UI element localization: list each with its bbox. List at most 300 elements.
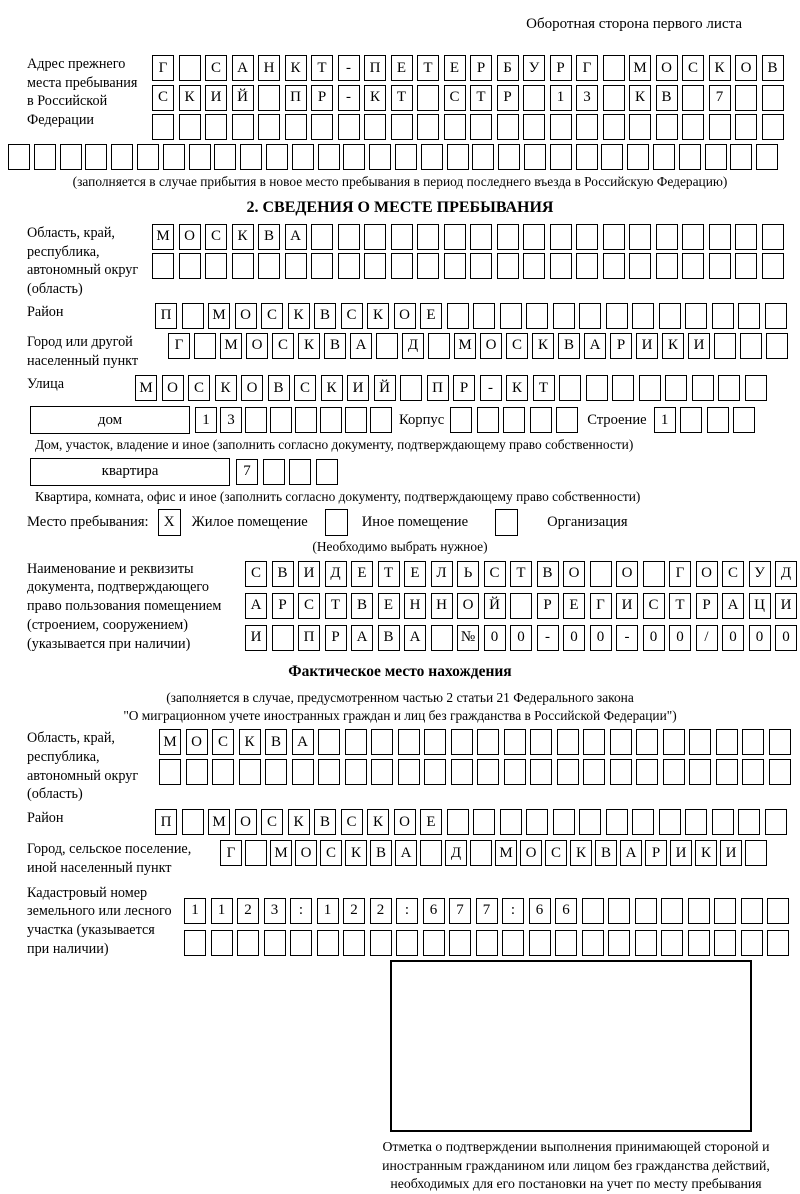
char-cell[interactable]: [270, 407, 292, 433]
char-cell[interactable]: [762, 253, 784, 279]
char-cell[interactable]: А: [351, 625, 373, 651]
char-cell[interactable]: Б: [497, 55, 519, 81]
char-cell[interactable]: 0: [775, 625, 797, 651]
char-cell[interactable]: В: [370, 840, 392, 866]
char-cell[interactable]: [472, 144, 494, 170]
char-cell[interactable]: Ц: [749, 593, 771, 619]
char-cell[interactable]: [245, 407, 267, 433]
char-cell[interactable]: О: [235, 303, 257, 329]
char-cell[interactable]: А: [350, 333, 372, 359]
char-cell[interactable]: [733, 407, 755, 433]
char-cell[interactable]: В: [314, 303, 336, 329]
char-cell[interactable]: 7: [449, 898, 471, 924]
char-cell[interactable]: [659, 809, 681, 835]
char-cell[interactable]: [311, 224, 333, 250]
char-cell[interactable]: [526, 303, 548, 329]
char-cell[interactable]: №: [457, 625, 479, 651]
char-cell[interactable]: С: [294, 375, 316, 401]
char-cell[interactable]: [576, 224, 598, 250]
char-cell[interactable]: [497, 224, 519, 250]
char-cell[interactable]: 1: [184, 898, 206, 924]
char-cell[interactable]: С: [682, 55, 704, 81]
char-cell[interactable]: К: [506, 375, 528, 401]
char-cell[interactable]: [756, 144, 778, 170]
char-cell[interactable]: [371, 729, 393, 755]
char-cell[interactable]: А: [395, 840, 417, 866]
char-cell[interactable]: К: [662, 333, 684, 359]
char-cell[interactable]: [205, 114, 227, 140]
char-cell[interactable]: М: [454, 333, 476, 359]
char-cell[interactable]: [470, 114, 492, 140]
char-cell[interactable]: В: [378, 625, 400, 651]
char-cell[interactable]: М: [495, 840, 517, 866]
char-cell[interactable]: А: [292, 729, 314, 755]
char-cell[interactable]: О: [235, 809, 257, 835]
char-cell[interactable]: И: [347, 375, 369, 401]
char-cell[interactable]: [8, 144, 30, 170]
char-cell[interactable]: [707, 407, 729, 433]
char-cell[interactable]: [292, 759, 314, 785]
char-cell[interactable]: К: [367, 809, 389, 835]
char-cell[interactable]: -: [338, 85, 360, 111]
char-cell[interactable]: С: [506, 333, 528, 359]
char-cell[interactable]: Р: [325, 625, 347, 651]
char-cell[interactable]: [661, 930, 683, 956]
char-cell[interactable]: С: [545, 840, 567, 866]
char-cell[interactable]: [258, 114, 280, 140]
char-cell[interactable]: 0: [669, 625, 691, 651]
char-cell[interactable]: [627, 144, 649, 170]
char-cell[interactable]: П: [155, 303, 177, 329]
char-cell[interactable]: [451, 759, 473, 785]
char-cell[interactable]: Т: [470, 85, 492, 111]
char-cell[interactable]: С: [245, 561, 267, 587]
char-cell[interactable]: К: [364, 85, 386, 111]
char-cell[interactable]: [503, 407, 525, 433]
char-cell[interactable]: [137, 144, 159, 170]
char-cell[interactable]: -: [616, 625, 638, 651]
char-cell[interactable]: [424, 759, 446, 785]
char-cell[interactable]: Й: [484, 593, 506, 619]
char-cell[interactable]: [285, 114, 307, 140]
char-cell[interactable]: Г: [152, 55, 174, 81]
char-cell[interactable]: В: [762, 55, 784, 81]
char-cell[interactable]: [665, 375, 687, 401]
char-cell[interactable]: Р: [470, 55, 492, 81]
char-cell[interactable]: [311, 253, 333, 279]
char-cell[interactable]: [629, 224, 651, 250]
char-cell[interactable]: С: [205, 224, 227, 250]
char-cell[interactable]: [265, 759, 287, 785]
char-cell[interactable]: К: [288, 809, 310, 835]
char-cell[interactable]: К: [215, 375, 237, 401]
char-cell[interactable]: [712, 809, 734, 835]
char-cell[interactable]: [263, 459, 285, 485]
char-cell[interactable]: [318, 144, 340, 170]
char-cell[interactable]: У: [749, 561, 771, 587]
char-cell[interactable]: [476, 930, 498, 956]
char-cell[interactable]: [285, 253, 307, 279]
char-cell[interactable]: [311, 114, 333, 140]
char-cell[interactable]: [745, 375, 767, 401]
char-cell[interactable]: Р: [696, 593, 718, 619]
char-cell[interactable]: Р: [550, 55, 572, 81]
char-cell[interactable]: К: [367, 303, 389, 329]
char-cell[interactable]: [395, 144, 417, 170]
char-cell[interactable]: 0: [484, 625, 506, 651]
char-cell[interactable]: А: [245, 593, 267, 619]
char-cell[interactable]: [709, 224, 731, 250]
char-cell[interactable]: [769, 759, 791, 785]
char-cell[interactable]: [610, 759, 632, 785]
char-cell[interactable]: Й: [374, 375, 396, 401]
char-cell[interactable]: 1: [195, 407, 217, 433]
char-cell[interactable]: [345, 759, 367, 785]
char-cell[interactable]: [762, 224, 784, 250]
char-cell[interactable]: [606, 303, 628, 329]
char-cell[interactable]: И: [688, 333, 710, 359]
char-cell[interactable]: Е: [404, 561, 426, 587]
char-cell[interactable]: С: [272, 333, 294, 359]
char-cell[interactable]: [740, 333, 762, 359]
char-cell[interactable]: Е: [420, 809, 442, 835]
char-cell[interactable]: С: [205, 55, 227, 81]
char-cell[interactable]: Н: [258, 55, 280, 81]
char-cell[interactable]: [765, 303, 787, 329]
char-cell[interactable]: Е: [391, 55, 413, 81]
char-cell[interactable]: [714, 930, 736, 956]
char-cell[interactable]: [524, 144, 546, 170]
char-cell[interactable]: [184, 930, 206, 956]
char-cell[interactable]: [444, 253, 466, 279]
char-cell[interactable]: П: [364, 55, 386, 81]
char-cell[interactable]: [555, 930, 577, 956]
char-cell[interactable]: А: [584, 333, 606, 359]
char-cell[interactable]: Р: [453, 375, 475, 401]
char-cell[interactable]: /: [696, 625, 718, 651]
char-cell[interactable]: [420, 840, 442, 866]
char-cell[interactable]: Й: [232, 85, 254, 111]
char-cell[interactable]: -: [537, 625, 559, 651]
char-cell[interactable]: [716, 759, 738, 785]
char-cell[interactable]: [735, 114, 757, 140]
char-cell[interactable]: И: [636, 333, 658, 359]
char-cell[interactable]: М: [135, 375, 157, 401]
char-cell[interactable]: [610, 729, 632, 755]
char-cell[interactable]: [632, 809, 654, 835]
char-cell[interactable]: [556, 407, 578, 433]
char-cell[interactable]: К: [232, 224, 254, 250]
char-cell[interactable]: [629, 114, 651, 140]
char-cell[interactable]: 3: [264, 898, 286, 924]
char-cell[interactable]: [182, 303, 204, 329]
char-cell[interactable]: 6: [529, 898, 551, 924]
char-cell[interactable]: И: [775, 593, 797, 619]
char-cell[interactable]: И: [616, 593, 638, 619]
char-cell[interactable]: [579, 809, 601, 835]
char-cell[interactable]: М: [270, 840, 292, 866]
char-cell[interactable]: [661, 898, 683, 924]
char-cell[interactable]: [632, 303, 654, 329]
char-cell[interactable]: [576, 144, 598, 170]
char-cell[interactable]: [240, 144, 262, 170]
char-cell[interactable]: [400, 375, 422, 401]
char-cell[interactable]: В: [558, 333, 580, 359]
char-cell[interactable]: [428, 333, 450, 359]
char-cell[interactable]: [705, 144, 727, 170]
char-cell[interactable]: [530, 729, 552, 755]
char-cell[interactable]: К: [298, 333, 320, 359]
char-cell[interactable]: К: [239, 729, 261, 755]
char-cell[interactable]: Т: [391, 85, 413, 111]
char-cell[interactable]: [689, 729, 711, 755]
checkbox-other-premises[interactable]: [325, 509, 348, 536]
char-cell[interactable]: [766, 333, 788, 359]
char-cell[interactable]: [498, 144, 520, 170]
char-cell[interactable]: [530, 407, 552, 433]
char-cell[interactable]: [111, 144, 133, 170]
char-cell[interactable]: 6: [555, 898, 577, 924]
char-cell[interactable]: 3: [576, 85, 598, 111]
char-cell[interactable]: [529, 930, 551, 956]
char-cell[interactable]: [603, 55, 625, 81]
char-cell[interactable]: К: [179, 85, 201, 111]
char-cell[interactable]: Д: [402, 333, 424, 359]
char-cell[interactable]: Р: [497, 85, 519, 111]
char-cell[interactable]: [343, 144, 365, 170]
char-cell[interactable]: [417, 224, 439, 250]
char-cell[interactable]: И: [298, 561, 320, 587]
char-cell[interactable]: К: [629, 85, 651, 111]
char-cell[interactable]: О: [241, 375, 263, 401]
char-cell[interactable]: П: [427, 375, 449, 401]
char-cell[interactable]: [338, 224, 360, 250]
char-cell[interactable]: 1: [550, 85, 572, 111]
char-cell[interactable]: [762, 114, 784, 140]
char-cell[interactable]: [318, 729, 340, 755]
char-cell[interactable]: [364, 224, 386, 250]
char-cell[interactable]: 7: [476, 898, 498, 924]
char-cell[interactable]: [550, 253, 572, 279]
char-cell[interactable]: Р: [645, 840, 667, 866]
char-cell[interactable]: С: [484, 561, 506, 587]
char-cell[interactable]: [338, 114, 360, 140]
char-cell[interactable]: [557, 729, 579, 755]
char-cell[interactable]: [345, 407, 367, 433]
char-cell[interactable]: [451, 729, 473, 755]
char-cell[interactable]: А: [722, 593, 744, 619]
char-cell[interactable]: [376, 333, 398, 359]
char-cell[interactable]: Т: [669, 593, 691, 619]
char-cell[interactable]: Р: [537, 593, 559, 619]
char-cell[interactable]: [714, 333, 736, 359]
char-cell[interactable]: К: [532, 333, 554, 359]
char-cell[interactable]: А: [232, 55, 254, 81]
char-cell[interactable]: [523, 85, 545, 111]
char-cell[interactable]: [398, 729, 420, 755]
char-cell[interactable]: П: [155, 809, 177, 835]
char-cell[interactable]: [550, 144, 572, 170]
char-cell[interactable]: В: [537, 561, 559, 587]
char-cell[interactable]: Т: [510, 561, 532, 587]
char-cell[interactable]: [239, 759, 261, 785]
char-cell[interactable]: В: [595, 840, 617, 866]
char-cell[interactable]: [473, 809, 495, 835]
char-cell[interactable]: [205, 253, 227, 279]
char-cell[interactable]: :: [502, 898, 524, 924]
char-cell[interactable]: Д: [775, 561, 797, 587]
char-cell[interactable]: О: [394, 303, 416, 329]
char-cell[interactable]: [526, 809, 548, 835]
char-cell[interactable]: [343, 930, 365, 956]
char-cell[interactable]: [85, 144, 107, 170]
char-cell[interactable]: [179, 55, 201, 81]
char-cell[interactable]: [470, 224, 492, 250]
checkbox-organization[interactable]: [495, 509, 518, 536]
char-cell[interactable]: О: [696, 561, 718, 587]
char-cell[interactable]: [473, 303, 495, 329]
char-cell[interactable]: [398, 759, 420, 785]
char-cell[interactable]: [423, 930, 445, 956]
char-cell[interactable]: [583, 729, 605, 755]
char-cell[interactable]: О: [295, 840, 317, 866]
char-cell[interactable]: 0: [722, 625, 744, 651]
char-cell[interactable]: [682, 253, 704, 279]
char-cell[interactable]: [272, 625, 294, 651]
char-cell[interactable]: О: [394, 809, 416, 835]
char-cell[interactable]: У: [523, 55, 545, 81]
char-cell[interactable]: [500, 303, 522, 329]
char-cell[interactable]: [709, 114, 731, 140]
char-cell[interactable]: М: [208, 809, 230, 835]
char-cell[interactable]: [576, 114, 598, 140]
char-cell[interactable]: [500, 809, 522, 835]
char-cell[interactable]: [417, 85, 439, 111]
char-cell[interactable]: 2: [237, 898, 259, 924]
char-cell[interactable]: [659, 303, 681, 329]
char-cell[interactable]: [606, 809, 628, 835]
char-cell[interactable]: К: [288, 303, 310, 329]
char-cell[interactable]: 1: [654, 407, 676, 433]
char-cell[interactable]: К: [570, 840, 592, 866]
char-cell[interactable]: 1: [317, 898, 339, 924]
char-cell[interactable]: В: [265, 729, 287, 755]
char-cell[interactable]: [364, 114, 386, 140]
char-cell[interactable]: [738, 303, 760, 329]
char-cell[interactable]: [603, 114, 625, 140]
char-cell[interactable]: [603, 224, 625, 250]
char-cell[interactable]: А: [620, 840, 642, 866]
char-cell[interactable]: [656, 253, 678, 279]
char-cell[interactable]: [497, 253, 519, 279]
char-cell[interactable]: С: [341, 809, 363, 835]
char-cell[interactable]: Н: [431, 593, 453, 619]
char-cell[interactable]: [608, 898, 630, 924]
char-cell[interactable]: 0: [563, 625, 585, 651]
char-cell[interactable]: О: [520, 840, 542, 866]
char-cell[interactable]: [447, 809, 469, 835]
char-cell[interactable]: Е: [563, 593, 585, 619]
char-cell[interactable]: [421, 144, 443, 170]
char-cell[interactable]: П: [298, 625, 320, 651]
char-cell[interactable]: [431, 625, 453, 651]
char-cell[interactable]: О: [162, 375, 184, 401]
char-cell[interactable]: [742, 729, 764, 755]
char-cell[interactable]: 7: [709, 85, 731, 111]
char-cell[interactable]: Г: [168, 333, 190, 359]
char-cell[interactable]: [692, 375, 714, 401]
char-cell[interactable]: [767, 898, 789, 924]
char-cell[interactable]: [391, 114, 413, 140]
char-cell[interactable]: К: [321, 375, 343, 401]
char-cell[interactable]: -: [338, 55, 360, 81]
char-cell[interactable]: [741, 898, 763, 924]
char-cell[interactable]: С: [444, 85, 466, 111]
char-cell[interactable]: [316, 459, 338, 485]
char-cell[interactable]: [636, 759, 658, 785]
char-cell[interactable]: В: [656, 85, 678, 111]
char-cell[interactable]: В: [272, 561, 294, 587]
char-cell[interactable]: Г: [576, 55, 598, 81]
char-cell[interactable]: [450, 407, 472, 433]
char-cell[interactable]: [189, 144, 211, 170]
char-cell[interactable]: [735, 85, 757, 111]
char-cell[interactable]: [639, 375, 661, 401]
char-cell[interactable]: [550, 224, 572, 250]
char-cell[interactable]: [447, 144, 469, 170]
checkbox-residential[interactable]: X: [158, 509, 181, 536]
char-cell[interactable]: [635, 898, 657, 924]
char-cell[interactable]: [317, 930, 339, 956]
char-cell[interactable]: [730, 144, 752, 170]
char-cell[interactable]: К: [709, 55, 731, 81]
char-cell[interactable]: [582, 898, 604, 924]
char-cell[interactable]: К: [345, 840, 367, 866]
char-cell[interactable]: [449, 930, 471, 956]
char-cell[interactable]: 0: [749, 625, 771, 651]
char-cell[interactable]: О: [246, 333, 268, 359]
char-cell[interactable]: 1: [211, 898, 233, 924]
char-cell[interactable]: Р: [311, 85, 333, 111]
char-cell[interactable]: [338, 253, 360, 279]
char-cell[interactable]: О: [179, 224, 201, 250]
char-cell[interactable]: Т: [533, 375, 555, 401]
char-cell[interactable]: Т: [417, 55, 439, 81]
char-cell[interactable]: [735, 224, 757, 250]
char-cell[interactable]: С: [722, 561, 744, 587]
char-cell[interactable]: 0: [510, 625, 532, 651]
char-cell[interactable]: [553, 303, 575, 329]
char-cell[interactable]: [712, 303, 734, 329]
char-cell[interactable]: [237, 930, 259, 956]
char-cell[interactable]: [765, 809, 787, 835]
char-cell[interactable]: М: [152, 224, 174, 250]
char-cell[interactable]: [530, 759, 552, 785]
char-cell[interactable]: [557, 759, 579, 785]
char-cell[interactable]: [504, 759, 526, 785]
char-cell[interactable]: Г: [220, 840, 242, 866]
char-cell[interactable]: -: [480, 375, 502, 401]
char-cell[interactable]: [470, 840, 492, 866]
char-cell[interactable]: Е: [444, 55, 466, 81]
char-cell[interactable]: К: [285, 55, 307, 81]
char-cell[interactable]: Р: [610, 333, 632, 359]
char-cell[interactable]: [608, 930, 630, 956]
char-cell[interactable]: [212, 759, 234, 785]
char-cell[interactable]: [583, 759, 605, 785]
char-cell[interactable]: [579, 303, 601, 329]
char-cell[interactable]: [742, 759, 764, 785]
